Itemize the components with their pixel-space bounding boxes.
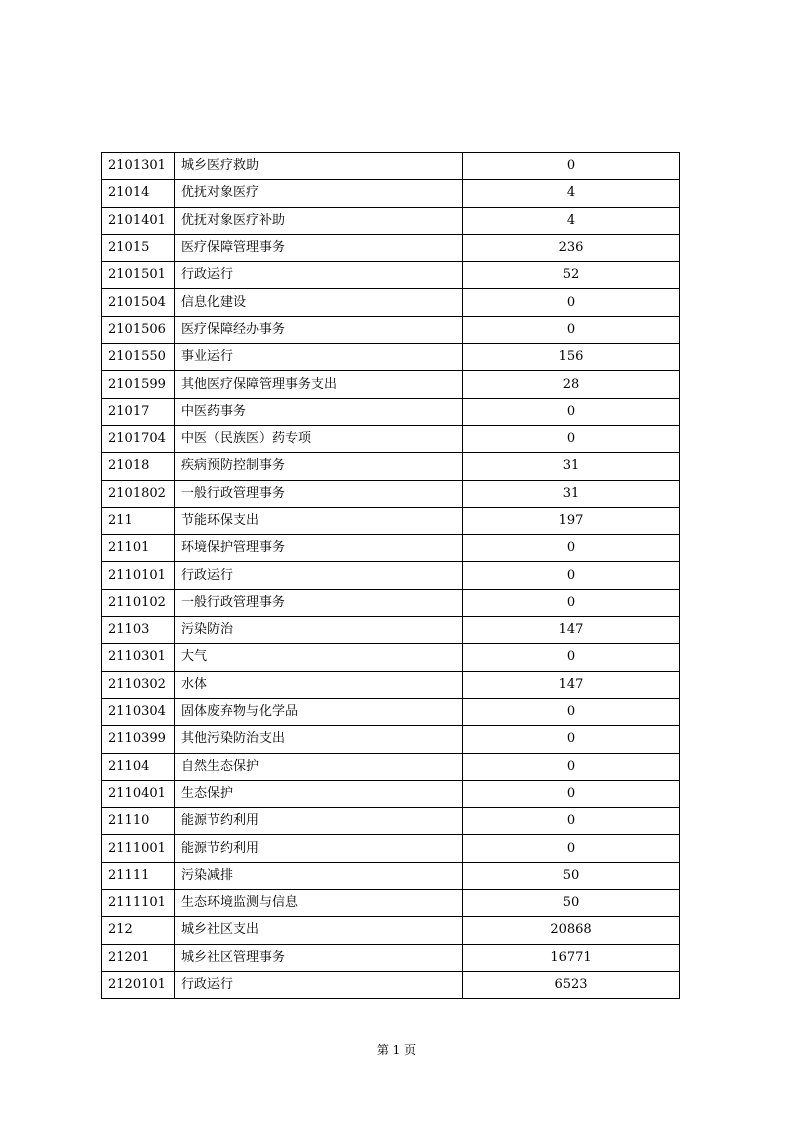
row-amount-cell: 0 [463,835,680,862]
row-name-cell: 信息化建设 [175,289,463,316]
table-row [102,425,680,452]
row-code-cell: 2110401 [102,780,175,807]
row-code-cell: 21201 [102,944,175,971]
row-amount-cell: 0 [463,153,680,180]
row-amount-cell: 50 [463,862,680,889]
table-row [102,971,680,998]
row-amount-cell: 0 [463,589,680,616]
row-code-cell: 2101599 [102,371,175,398]
row-name-cell: 能源节约利用 [175,835,463,862]
row-code-cell: 21015 [102,234,175,261]
row-code-cell: 2101506 [102,316,175,343]
row-name-cell: 环境保护管理事务 [175,535,463,562]
row-name-cell: 节能环保支出 [175,507,463,534]
row-amount-cell: 0 [463,808,680,835]
row-amount-cell: 28 [463,371,680,398]
table-row [102,535,680,562]
row-amount-cell: 0 [463,535,680,562]
table-row [102,562,680,589]
table-row [102,644,680,671]
row-amount-cell: 0 [463,726,680,753]
row-code-cell: 2101704 [102,425,175,452]
row-name-cell: 其他医疗保障管理事务支出 [175,371,463,398]
row-code-cell: 21017 [102,398,175,425]
row-code-cell: 2110399 [102,726,175,753]
table-row [102,153,680,180]
row-code-cell: 21110 [102,808,175,835]
row-amount-cell: 156 [463,344,680,371]
table-row [102,671,680,698]
row-amount-cell: 0 [463,698,680,725]
row-amount-cell: 147 [463,617,680,644]
row-amount-cell: 236 [463,234,680,261]
table-row [102,808,680,835]
row-code-cell: 21014 [102,180,175,207]
row-amount-cell: 0 [463,316,680,343]
row-name-cell: 中医药事务 [175,398,463,425]
row-code-cell: 2110301 [102,644,175,671]
row-code-cell: 21104 [102,753,175,780]
row-code-cell: 21111 [102,862,175,889]
row-name-cell: 水体 [175,671,463,698]
row-name-cell: 大气 [175,644,463,671]
row-code-cell: 2111001 [102,835,175,862]
row-amount-cell: 31 [463,480,680,507]
row-name-cell: 能源节约利用 [175,808,463,835]
table-row [102,289,680,316]
table-row [102,453,680,480]
row-amount-cell: 0 [463,644,680,671]
row-name-cell: 生态保护 [175,780,463,807]
table-row [102,180,680,207]
row-amount-cell: 52 [463,262,680,289]
row-amount-cell: 50 [463,890,680,917]
budget-table-body [102,153,680,999]
table-row [102,944,680,971]
row-code-cell: 2111101 [102,890,175,917]
row-code-cell: 211 [102,507,175,534]
row-name-cell: 中医（民族医）药专项 [175,425,463,452]
row-name-cell: 优抚对象医疗补助 [175,207,463,234]
row-name-cell: 医疗保障管理事务 [175,234,463,261]
row-code-cell: 21103 [102,617,175,644]
row-name-cell: 城乡社区支出 [175,917,463,944]
table-row [102,890,680,917]
row-name-cell: 一般行政管理事务 [175,589,463,616]
row-amount-cell: 31 [463,453,680,480]
row-name-cell: 其他污染防治支出 [175,726,463,753]
table-row [102,207,680,234]
table-row [102,780,680,807]
row-name-cell: 污染防治 [175,617,463,644]
row-name-cell: 污染减排 [175,862,463,889]
table-row [102,862,680,889]
table-row [102,589,680,616]
row-code-cell: 2101301 [102,153,175,180]
row-name-cell: 行政运行 [175,971,463,998]
table-row [102,234,680,261]
row-code-cell: 2110302 [102,671,175,698]
budget-table [101,152,680,999]
row-code-cell: 2101401 [102,207,175,234]
row-amount-cell: 0 [463,780,680,807]
row-amount-cell: 0 [463,289,680,316]
row-amount-cell: 4 [463,207,680,234]
table-row [102,698,680,725]
row-amount-cell: 20868 [463,917,680,944]
row-name-cell: 固体废弃物与化学品 [175,698,463,725]
row-amount-cell: 4 [463,180,680,207]
table-row [102,617,680,644]
row-name-cell: 优抚对象医疗 [175,180,463,207]
row-code-cell: 2101504 [102,289,175,316]
row-code-cell: 2120101 [102,971,175,998]
table-row [102,835,680,862]
table-row [102,917,680,944]
row-code-cell: 2110304 [102,698,175,725]
row-name-cell: 城乡社区管理事务 [175,944,463,971]
table-row [102,480,680,507]
row-amount-cell: 0 [463,753,680,780]
table-row [102,262,680,289]
row-name-cell: 自然生态保护 [175,753,463,780]
table-row [102,398,680,425]
row-name-cell: 行政运行 [175,262,463,289]
row-code-cell: 2101802 [102,480,175,507]
row-amount-cell: 0 [463,562,680,589]
row-name-cell: 一般行政管理事务 [175,480,463,507]
table-row [102,726,680,753]
row-amount-cell: 197 [463,507,680,534]
row-name-cell: 事业运行 [175,344,463,371]
table-row [102,753,680,780]
table-row [102,507,680,534]
table-row [102,344,680,371]
row-amount-cell: 6523 [463,971,680,998]
row-name-cell: 生态环境监测与信息 [175,890,463,917]
row-name-cell: 医疗保障经办事务 [175,316,463,343]
row-name-cell: 行政运行 [175,562,463,589]
row-amount-cell: 16771 [463,944,680,971]
table-row [102,316,680,343]
row-code-cell: 2110101 [102,562,175,589]
row-amount-cell: 0 [463,425,680,452]
row-code-cell: 21018 [102,453,175,480]
row-name-cell: 疾病预防控制事务 [175,453,463,480]
row-code-cell: 2110102 [102,589,175,616]
row-code-cell: 212 [102,917,175,944]
table-row [102,371,680,398]
row-amount-cell: 147 [463,671,680,698]
row-name-cell: 城乡医疗救助 [175,153,463,180]
row-amount-cell: 0 [463,398,680,425]
page-number: 第 1 页 [376,1043,417,1057]
row-code-cell: 2101550 [102,344,175,371]
row-code-cell: 2101501 [102,262,175,289]
row-code-cell: 21101 [102,535,175,562]
